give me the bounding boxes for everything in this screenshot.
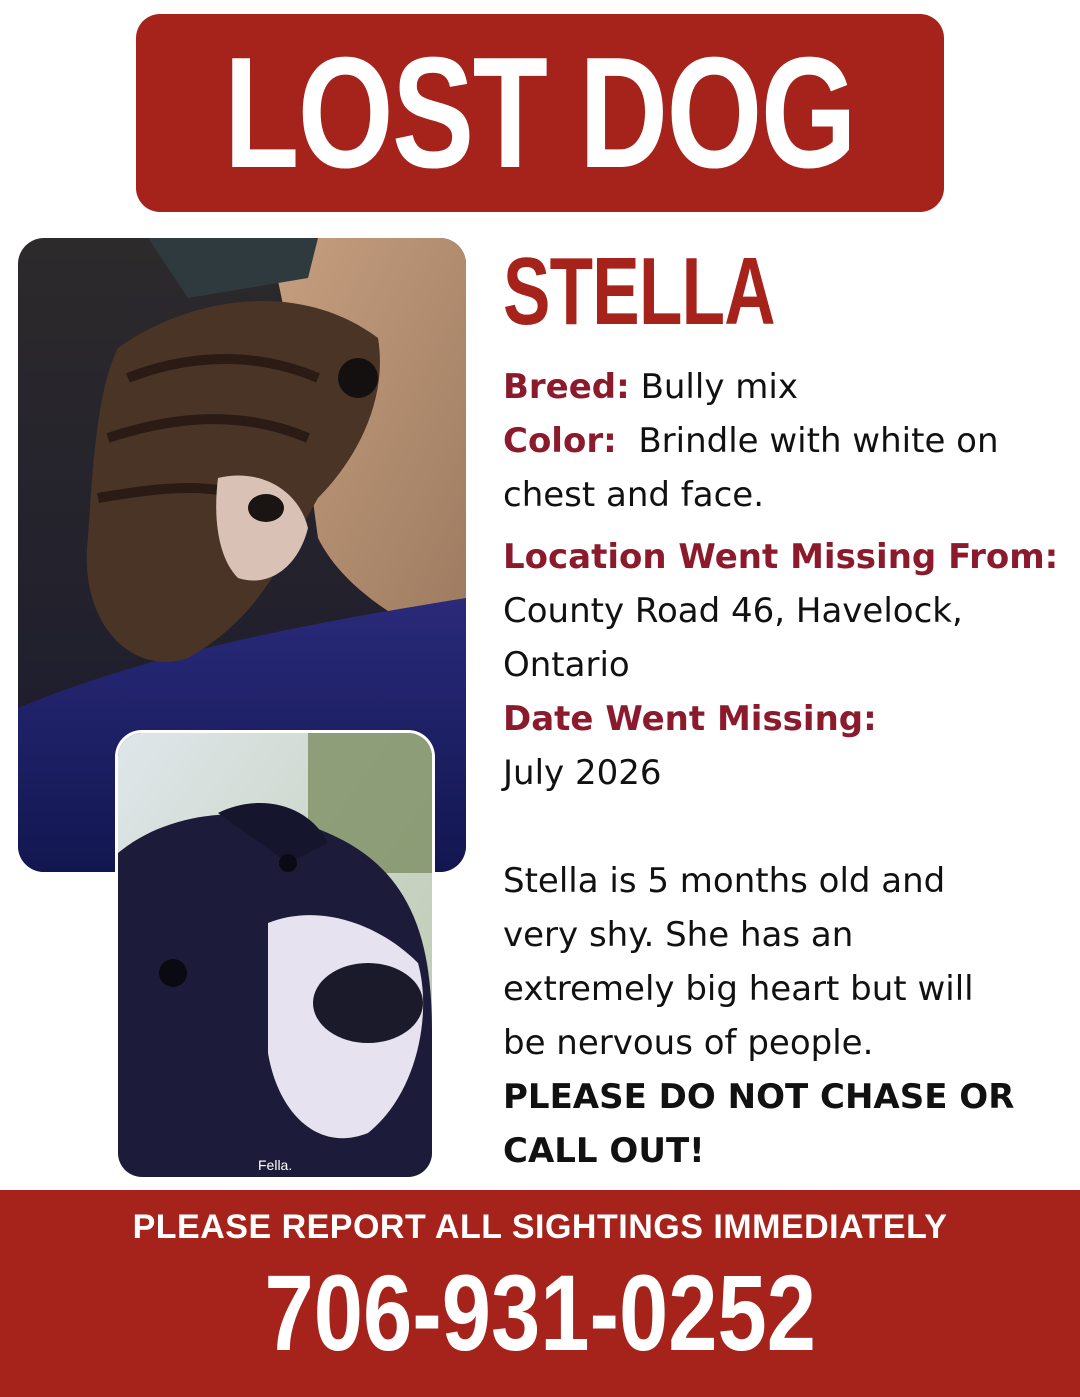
warning-text: PLEASE DO NOT CHASE OR CALL OUT! — [503, 1077, 1015, 1171]
dog-photo-closeup — [118, 733, 432, 1177]
date-value: July 2026 — [503, 753, 662, 793]
date-label: Date Went Missing: — [503, 699, 877, 739]
footer-banner — [0, 1190, 1080, 1397]
description: Stella is 5 months old and very shy. She has an extremely big heart but will be nervous of people. — [503, 861, 974, 1063]
page-title: LOST DOG — [224, 25, 856, 201]
dog-photo-closeup-image — [118, 733, 432, 1177]
dog-name: STELLA — [503, 238, 775, 345]
breed-line — [503, 360, 1063, 414]
color-label: Color: — [503, 421, 617, 461]
color-value: Brindle with white on chest and face. — [503, 421, 999, 515]
phone-number[interactable]: 706-931-0252 — [264, 1252, 816, 1373]
photo-caption: Fella. — [258, 1157, 293, 1173]
location-label-line — [503, 530, 1063, 584]
title-banner — [136, 14, 944, 212]
location-value: County Road 46, Havelock, Ontario — [503, 591, 963, 685]
color-line — [503, 414, 1063, 522]
breed-label: Breed: — [503, 367, 630, 407]
report-message: PLEASE REPORT ALL SIGHTINGS IMMEDIATELY — [132, 1208, 948, 1246]
dog-info — [503, 238, 1063, 1178]
date-label-line — [503, 692, 1063, 746]
breed-value: Bully mix — [640, 367, 798, 407]
location-label: Location Went Missing From: — [503, 537, 1059, 577]
